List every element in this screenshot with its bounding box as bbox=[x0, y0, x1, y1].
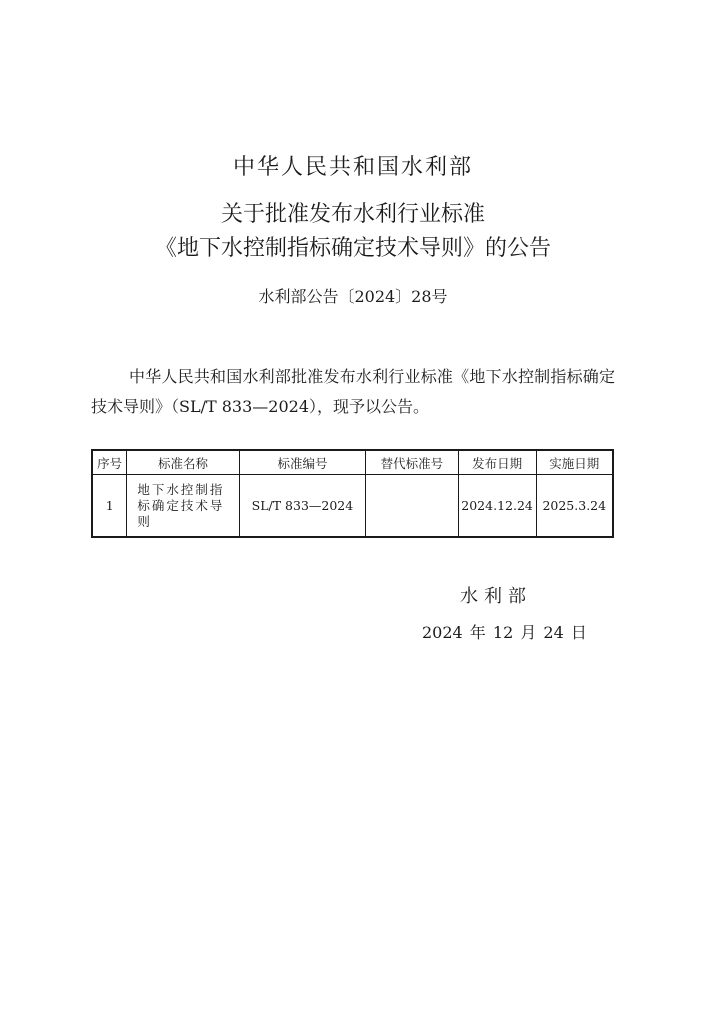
header-replaces: 替代标准号 bbox=[366, 450, 458, 475]
cell-issued: 2024.12.24 bbox=[458, 475, 536, 538]
body-paragraph: 中华人民共和国水利部批准发布水利行业标准《地下水控制指标确定技术导则》（SL/T 833—2024），现予以公告。 bbox=[91, 367, 615, 416]
table-row bbox=[92, 475, 613, 538]
signature: 水利部 bbox=[460, 586, 532, 607]
ministry-title: 中华人民共和国水利部 bbox=[232, 155, 473, 180]
header-effective: 实施日期 bbox=[536, 450, 613, 475]
cell-index: 1 bbox=[92, 475, 127, 538]
header-issued: 发布日期 bbox=[458, 450, 536, 475]
cell-effective: 2025.3.24 bbox=[536, 475, 613, 538]
header-code: 标准编号 bbox=[239, 450, 365, 475]
sign-date: 2024 年 12 月 24 日 bbox=[422, 623, 587, 642]
standards-table bbox=[91, 449, 614, 538]
notice-number: 水利部公告〔2024〕28号 bbox=[258, 287, 448, 306]
cell-replaces bbox=[366, 475, 458, 538]
table-header-row bbox=[92, 450, 613, 475]
notice-title-line1: 关于批准发布水利行业标准 bbox=[220, 202, 485, 227]
header-index: 序号 bbox=[92, 450, 127, 475]
cell-code: SL/T 833—2024 bbox=[239, 475, 365, 538]
cell-name: 地下水控制指标确定技术导则 bbox=[127, 475, 239, 538]
notice-title-line2: 《地下水控制指标确定技术导则》的公告 bbox=[154, 236, 551, 261]
header-name: 标准名称 bbox=[127, 450, 239, 475]
notice-title bbox=[0, 198, 706, 266]
